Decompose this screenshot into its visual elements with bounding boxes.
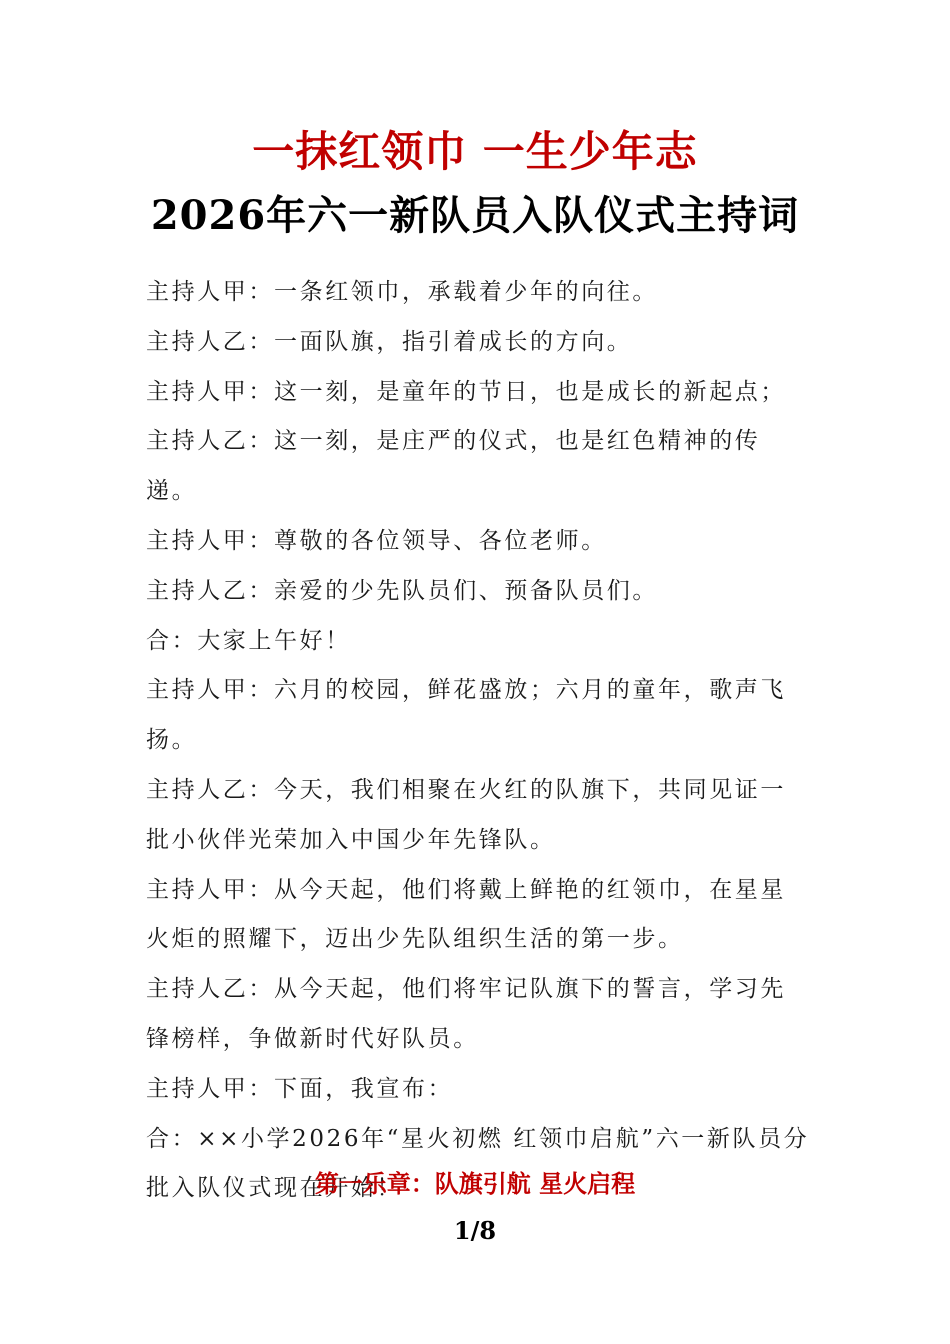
paragraph: 主持人甲：从今天起，他们将戴上鲜艳的红领巾，在星星火炬的照耀下，迈出少先队组织生活的第一步。 xyxy=(146,876,786,953)
paragraph: 主持人乙：一面队旗，指引着成长的方向。 xyxy=(146,328,633,355)
paragraph: 合：大家上午好！ xyxy=(146,627,351,654)
paragraph: 主持人甲：六月的校园，鲜花盛放；六月的童年，歌声飞扬。 xyxy=(146,677,786,754)
paragraph: 主持人乙：今天，我们相聚在火红的队旗下，共同见证一批小伙伴光荣加入中国少年先锋队。 xyxy=(146,776,786,853)
paragraph: 合：××小学2026年“星火初燃 红领巾启航”六一新队员分批入队仪式现在开始！ xyxy=(146,1125,810,1202)
paragraph: 主持人甲：一条红领巾，承载着少年的向往。 xyxy=(146,279,658,305)
paragraph: 主持人乙：从今天起，他们将牢记队旗下的誓言，学习先锋榜样，争做新时代好队员。 xyxy=(146,976,786,1052)
document-title: 一抹红领巾 一生少年志 xyxy=(252,127,698,176)
document-body xyxy=(146,268,810,1214)
paragraph: 主持人甲：这一刻，是童年的节日，也是成长的新起点； xyxy=(146,378,786,405)
paragraph: 主持人乙：亲爱的少先队员们、预备队员们。 xyxy=(146,577,658,604)
paragraph: 主持人甲：尊敬的各位领导、各位老师。 xyxy=(146,527,607,554)
paragraph: 主持人乙：这一刻，是庄严的仪式，也是红色精神的传递。 xyxy=(146,428,761,505)
paragraph: 主持人甲：下面，我宣布： xyxy=(146,1075,454,1102)
page-number: 1/8 xyxy=(453,1216,497,1245)
chapter-heading: 第一乐章：队旗引航 星火启程 xyxy=(314,1169,636,1198)
document-subtitle: 2026年六一新队员入队仪式主持词 xyxy=(150,192,800,239)
